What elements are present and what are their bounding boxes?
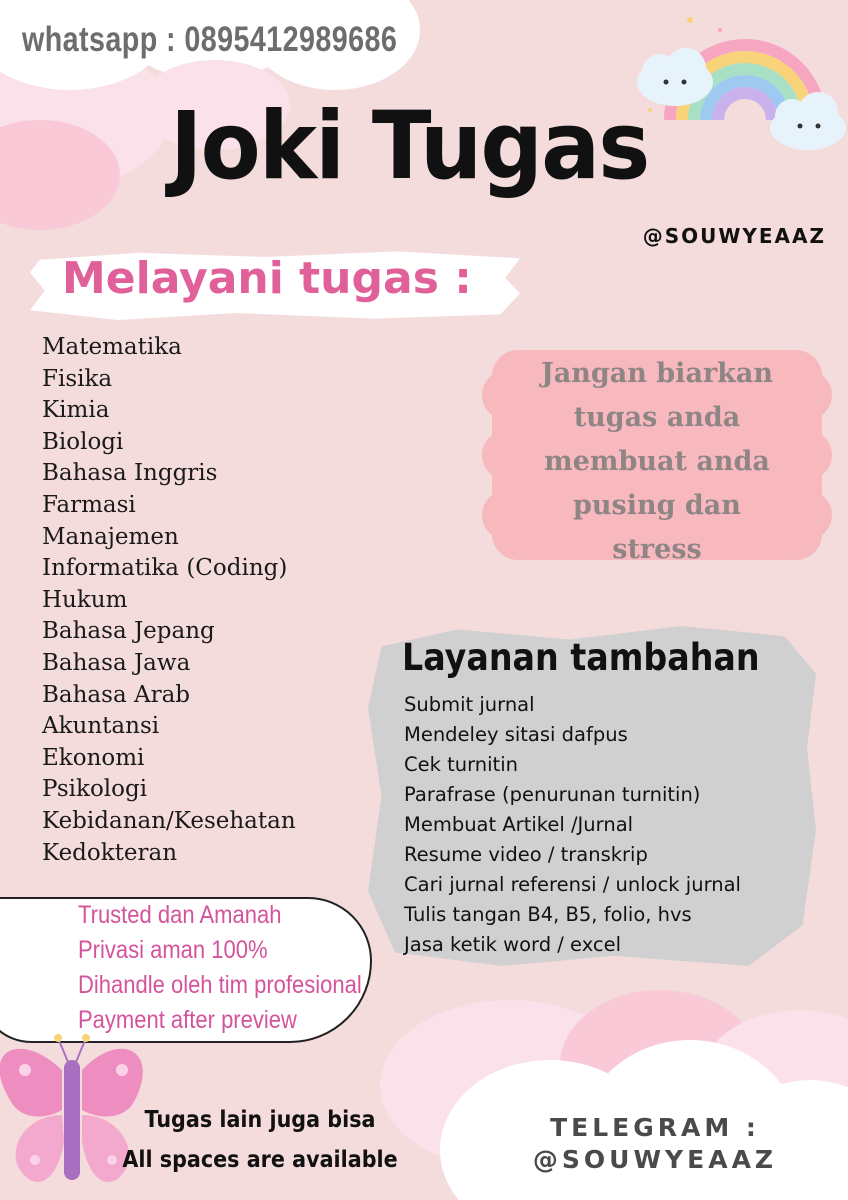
services-heading: Melayani tugas : [62, 253, 472, 304]
quote-line: pusing dan [573, 490, 741, 521]
list-item: Akuntansi [42, 713, 160, 740]
list-item: Bahasa Jepang [42, 618, 215, 645]
list-item: Dihandle oleh tim profesional [78, 971, 362, 999]
list-item: Cek turnitin [404, 753, 518, 776]
list-item: Jasa ketik word / excel [404, 933, 622, 956]
trust-list [78, 898, 400, 1038]
quote-line: membuat anda [544, 446, 770, 477]
list-item: Submit jurnal [404, 693, 535, 716]
telegram-handle: @SOUWYEAAZ [532, 1145, 778, 1174]
list-item: Fisika [42, 365, 113, 392]
list-item: Informatika (Coding) [42, 555, 288, 582]
telegram-label: TELEGRAM : [550, 1113, 760, 1142]
quote-text [492, 352, 822, 572]
quote-line: stress [612, 534, 702, 565]
whatsapp-contact: whatsapp : 0895412989686 [22, 20, 398, 59]
list-item: Resume video / transkrip [404, 843, 648, 866]
list-item: Mendeley sitasi dafpus [404, 723, 628, 746]
list-item: Kimia [42, 397, 110, 424]
footer-line: Tugas lain juga bisa [144, 1107, 376, 1133]
list-item: Trusted dan Amanah [78, 901, 282, 929]
list-item: Biologi [42, 428, 124, 455]
list-item: Matematika [42, 334, 182, 360]
footer-line: All spaces are available [122, 1147, 398, 1173]
list-item: Kedokteran [42, 839, 178, 866]
list-item: Parafrase (penurunan turnitin) [404, 783, 701, 806]
page-title: Joki Tugas [170, 92, 649, 201]
list-item: Farmasi [42, 491, 136, 518]
rainbow-icon [630, 10, 848, 150]
list-item: Kebidanan/Kesehatan [42, 807, 296, 834]
quote-line: Jangan biarkan [541, 358, 773, 389]
list-item: Cari jurnal referensi / unlock jurnal [404, 873, 741, 896]
list-item: Tulis tangan B4, B5, folio, hvs [404, 903, 692, 926]
list-item: Privasi aman 100% [78, 936, 268, 964]
quote-line: tugas anda [573, 402, 741, 433]
list-item: Psikologi [42, 776, 148, 803]
list-item: Payment after preview [78, 1006, 297, 1034]
list-item: Membuat Artikel /Jurnal [404, 813, 634, 836]
extra-services-list [404, 690, 741, 960]
list-item: Manajemen [42, 523, 179, 550]
brand-handle: @SOUWYEAAZ [642, 224, 826, 248]
list-item: Ekonomi [42, 744, 145, 771]
subject-list [42, 332, 296, 869]
footer-note [100, 1100, 420, 1180]
list-item: Bahasa Inggris [42, 460, 218, 487]
list-item: Bahasa Jawa [42, 649, 191, 676]
extra-services-heading: Layanan tambahan [402, 636, 760, 679]
list-item: Hukum [42, 586, 128, 613]
telegram-contact [520, 1112, 790, 1176]
list-item: Bahasa Arab [42, 681, 191, 708]
